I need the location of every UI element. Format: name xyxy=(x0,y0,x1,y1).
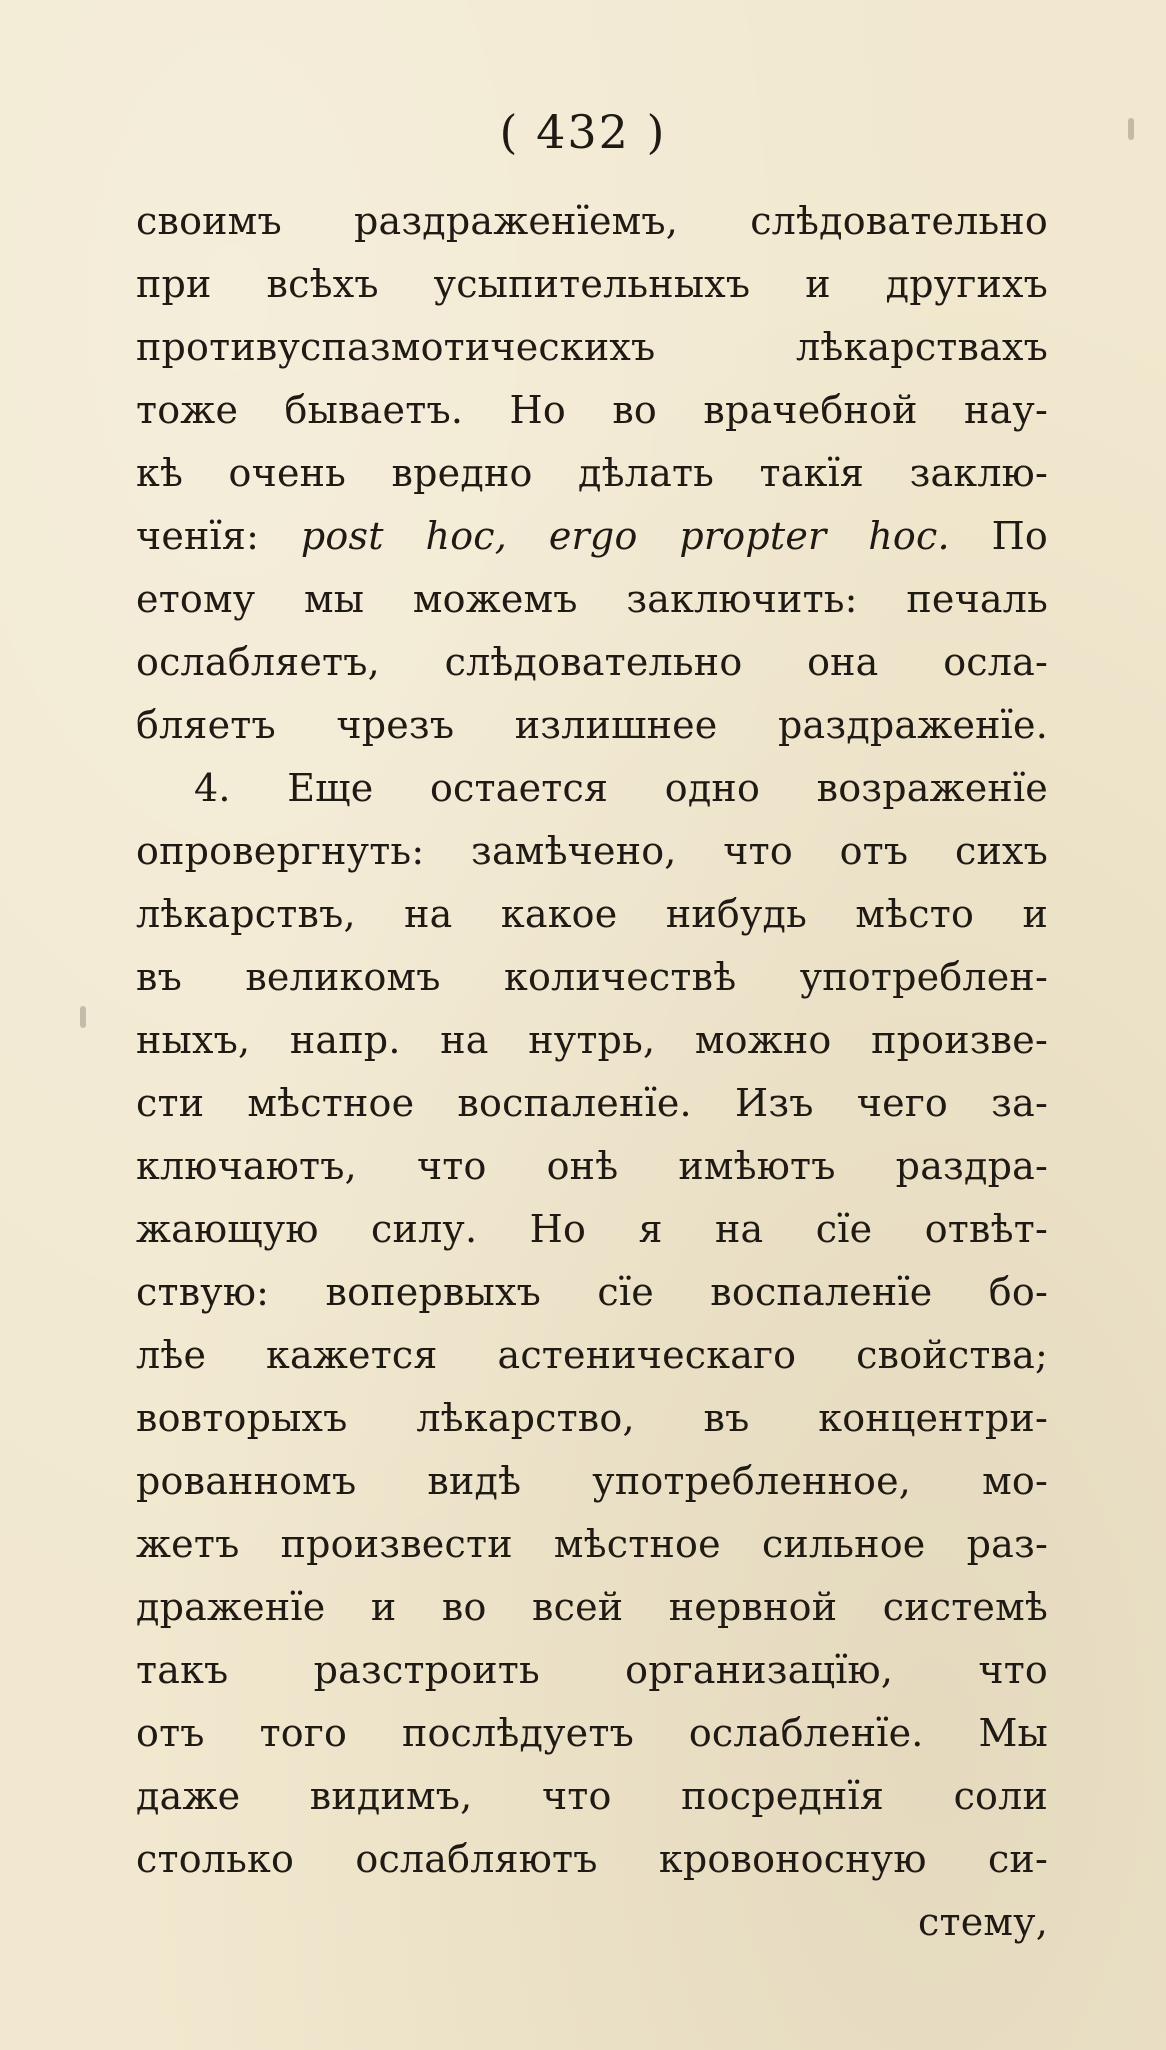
text-line: тоже бываетъ. Но во врачебной нау- xyxy=(136,388,1048,432)
text-line: ослабляетъ, слѣдовательно она осла- xyxy=(136,640,1048,684)
text-line: въ великомъ количествѣ употреблен- xyxy=(136,955,1048,999)
text-segment: ченїя: xyxy=(136,514,301,558)
text-line: жающую силу. Но я на сїе отвѣт- xyxy=(136,1207,1048,1251)
text-line: драженїе и во всей нервной системѣ xyxy=(136,1585,1048,1629)
text-line: бляетъ чрезъ излишнее раздраженїе. xyxy=(136,703,1048,747)
page-number: ( 432 ) xyxy=(499,105,667,159)
text-line: такъ разстроить организацїю, что xyxy=(136,1648,1048,1692)
text-line: ныхъ, напр. на нутрь, можно произве- xyxy=(136,1018,1048,1062)
catchword-line: стему, xyxy=(918,1900,1048,1944)
text-line: вовторыхъ лѣкарство, въ концентри- xyxy=(136,1396,1048,1440)
text-line: сти мѣстное воспаленїе. Изъ чего за- xyxy=(136,1081,1048,1125)
text-segment: По xyxy=(949,514,1048,558)
text-line: противуспазмотическихъ лѣкарствахъ xyxy=(136,325,1048,369)
text-line: ключаютъ, что онѣ имѣютъ раздра- xyxy=(136,1144,1048,1188)
ink-smudge xyxy=(1128,118,1134,140)
text-line: жетъ произвести мѣстное сильное раз- xyxy=(136,1522,1048,1566)
text-line: етому мы можемъ заключить: печаль xyxy=(136,577,1048,621)
text-line: отъ того послѣдуетъ ослабленїе. Мы xyxy=(136,1711,1048,1755)
text-line: при всѣхъ усыпительныхъ и другихъ xyxy=(136,262,1048,306)
ink-smudge xyxy=(80,1006,86,1028)
text-line: ствую: вопервыхъ сїе воспаленїе бо- xyxy=(136,1270,1048,1314)
latin-phrase: post hoc, ergo propter hoc. xyxy=(300,514,950,558)
text-line-latin-phrase xyxy=(136,505,1048,568)
text-line: опровергнуть: замѣчено, что отъ сихъ xyxy=(136,829,1048,873)
paragraph-start-line: 4. Еще остается одно возраженїе xyxy=(194,766,1048,810)
text-line: своимъ раздраженїемъ, слѣдовательно xyxy=(136,199,1048,243)
text-line: рованномъ видѣ употребленное, мо- xyxy=(136,1459,1048,1503)
text-line: лѣе кажется астеническаго свойства; xyxy=(136,1333,1048,1377)
text-line: столько ослабляютъ кровоносную си- xyxy=(136,1837,1048,1881)
text-line: даже видимъ, что посреднїя соли xyxy=(136,1774,1048,1818)
text-line: кѣ очень вредно дѣлать такїя заклю- xyxy=(136,451,1048,495)
text-line: лѣкарствъ, на какое нибудь мѣсто и xyxy=(136,892,1048,936)
body-text xyxy=(136,190,1048,1954)
